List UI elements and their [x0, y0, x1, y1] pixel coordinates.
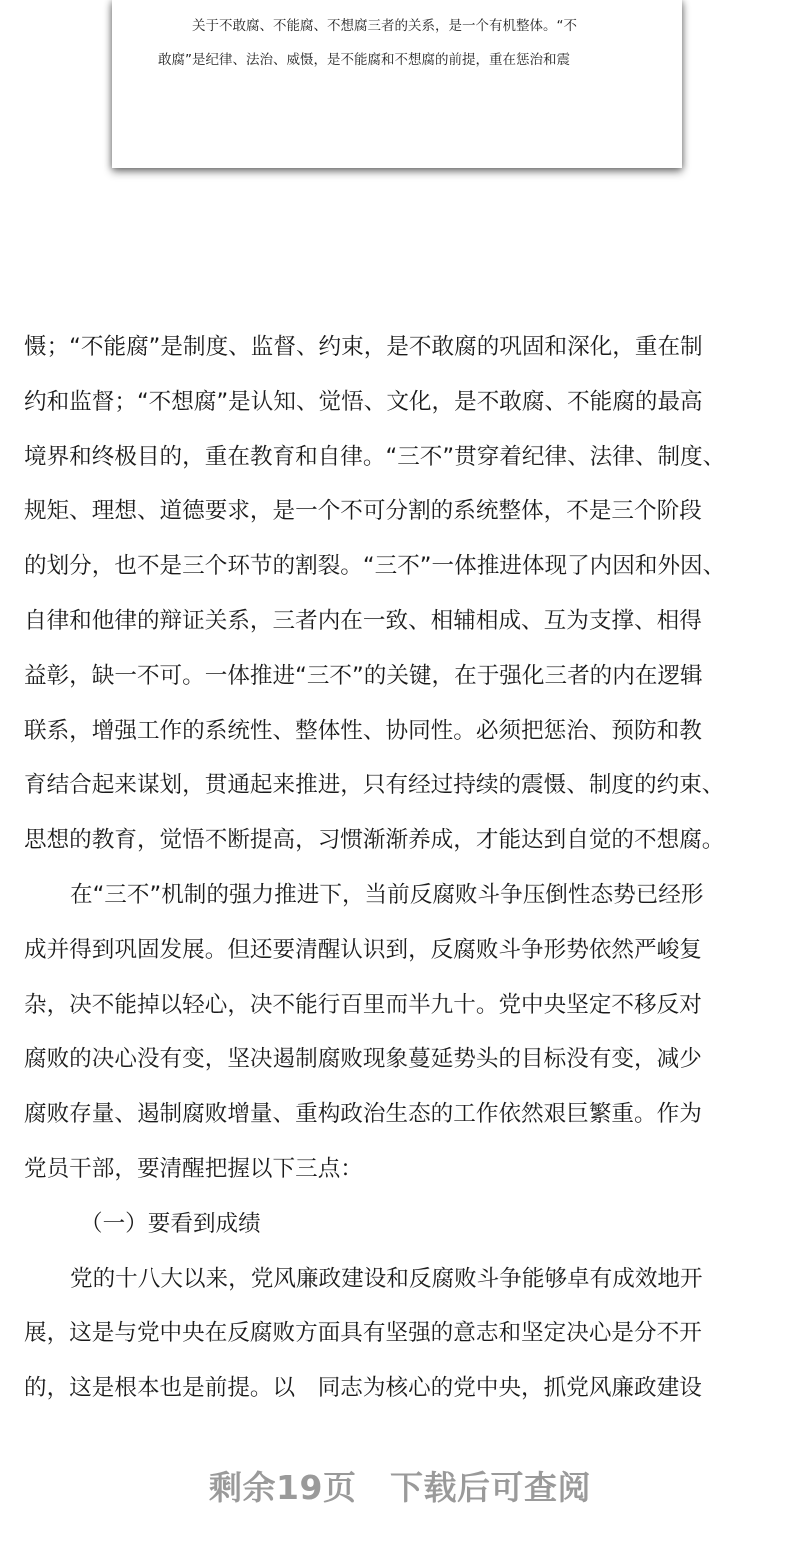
body-line: 育结合起来谋划，贯通起来推进，只有经过持续的震慑、制度的约束、	[24, 772, 725, 799]
body-line: 杂，决不能掉以轻心，决不能行百里而半九十。党中央坚定不移反对	[24, 991, 702, 1018]
section-heading: （一）要看到成绩	[80, 1210, 261, 1237]
body-line: 约和监督；“不想腐”是认知、觉悟、文化，是不敢腐、不能腐的最高	[24, 388, 703, 415]
body-line: 腐败的决心没有变，坚决遏制腐败现象蔓延势头的目标没有变，减少	[24, 1046, 702, 1073]
body-line: 的，这是根本也是前提。以 同志为核心的党中央，抓党风廉政建设	[24, 1375, 702, 1402]
body-line: 联系，增强工作的系统性、整体性、协同性。必须把惩治、预防和教	[24, 717, 702, 744]
paragraph-start-line: 在“三不”机制的强力推进下，当前反腐败斗争压倒性态势已经形	[70, 881, 704, 908]
body-line: 境界和终极目的，重在教育和自律。“三不”贯穿着纪律、法律、制度、	[24, 443, 726, 470]
preview-page-card	[112, 0, 682, 168]
body-line: 成并得到巩固发展。但还要清醒认识到，反腐败斗争形势依然严峻复	[24, 936, 702, 963]
body-line: 慑；“不能腐”是制度、监督、约束，是不敢腐的巩固和深化，重在制	[24, 334, 703, 360]
remaining-pages-notice[interactable]: 剩余19页 下载后可查阅	[209, 1468, 591, 1507]
body-line: 的划分，也不是三个环节的割裂。“三不”一体推进体现了内因和外因、	[24, 553, 726, 580]
preview-line-2: 敢腐”是纪律、法治、威慑，是不能腐和不想腐的前提，重在惩治和震	[158, 52, 570, 68]
body-line: 党员干部，要清醒把握以下三点：	[24, 1155, 363, 1182]
body-line: 自律和他律的辩证关系，三者内在一致、相辅相成、互为支撑、相得	[24, 607, 702, 634]
body-line: 规矩、理想、道德要求，是一个不可分割的系统整体，不是三个阶段	[24, 498, 702, 525]
body-line: 思想的教育，觉悟不断提高，习惯渐渐养成，才能达到自觉的不想腐。	[24, 827, 725, 854]
body-line: 腐败存量、遏制腐败增量、重构政治生态的工作依然艰巨繁重。作为	[24, 1101, 702, 1128]
body-line: 展，这是与党中央在反腐败方面具有坚强的意志和坚定决心是分不开	[24, 1320, 702, 1347]
preview-line-1: 关于不敢腐、不能腐、不想腐三者的关系，是一个有机整体。“不	[192, 18, 577, 34]
paragraph-start-line: 党的十八大以来，党风廉政建设和反腐败斗争能够卓有成效地开	[70, 1265, 703, 1292]
document-body	[24, 325, 800, 1421]
body-line: 益彰，缺一不可。一体推进“三不”的关键，在于强化三者的内在逻辑	[24, 662, 703, 689]
